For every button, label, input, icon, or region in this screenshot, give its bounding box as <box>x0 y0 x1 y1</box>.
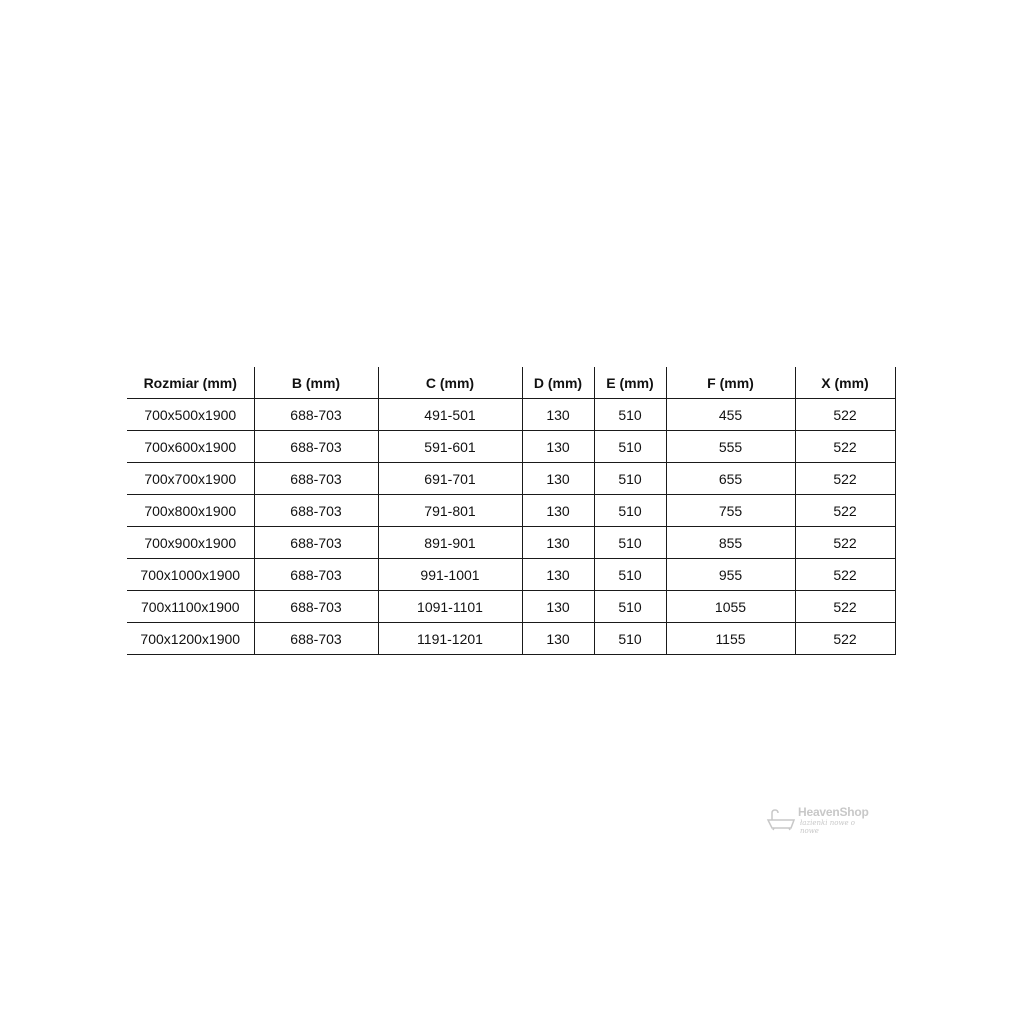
cell-f: 1055 <box>666 591 795 623</box>
header-b: B (mm) <box>254 367 378 399</box>
cell-f: 455 <box>666 399 795 431</box>
cell-c: 1091-1101 <box>378 591 522 623</box>
dimensions-table <box>127 367 896 655</box>
table-row <box>127 463 895 495</box>
cell-c: 791-801 <box>378 495 522 527</box>
header-f: F (mm) <box>666 367 795 399</box>
header-row <box>127 367 895 399</box>
watermark-brand: HeavenShop <box>798 805 869 819</box>
cell-f: 655 <box>666 463 795 495</box>
cell-f: 955 <box>666 559 795 591</box>
table-row <box>127 527 895 559</box>
cell-f: 855 <box>666 527 795 559</box>
watermark-tagline: łazienki nowe o nowe <box>800 819 856 835</box>
cell-x: 522 <box>795 623 895 655</box>
cell-d: 130 <box>522 399 594 431</box>
cell-c: 591-601 <box>378 431 522 463</box>
cell-b: 688-703 <box>254 591 378 623</box>
cell-e: 510 <box>594 463 666 495</box>
cell-b: 688-703 <box>254 623 378 655</box>
table-row <box>127 399 895 431</box>
cell-size: 700x1000x1900 <box>127 559 254 591</box>
cell-d: 130 <box>522 623 594 655</box>
cell-x: 522 <box>795 591 895 623</box>
cell-x: 522 <box>795 559 895 591</box>
cell-c: 691-701 <box>378 463 522 495</box>
cell-b: 688-703 <box>254 559 378 591</box>
table-row <box>127 559 895 591</box>
header-e: E (mm) <box>594 367 666 399</box>
header-c: C (mm) <box>378 367 522 399</box>
cell-e: 510 <box>594 431 666 463</box>
cell-f: 755 <box>666 495 795 527</box>
table-row <box>127 495 895 527</box>
header-size: Rozmiar (mm) <box>127 367 254 399</box>
cell-c: 1191-1201 <box>378 623 522 655</box>
cell-d: 130 <box>522 463 594 495</box>
cell-size: 700x500x1900 <box>127 399 254 431</box>
cell-size: 700x900x1900 <box>127 527 254 559</box>
cell-size: 700x800x1900 <box>127 495 254 527</box>
cell-e: 510 <box>594 623 666 655</box>
cell-b: 688-703 <box>254 495 378 527</box>
cell-f: 555 <box>666 431 795 463</box>
cell-e: 510 <box>594 559 666 591</box>
cell-e: 510 <box>594 399 666 431</box>
cell-c: 991-1001 <box>378 559 522 591</box>
cell-e: 510 <box>594 495 666 527</box>
header-x: X (mm) <box>795 367 895 399</box>
table-row <box>127 431 895 463</box>
cell-d: 130 <box>522 495 594 527</box>
cell-d: 130 <box>522 559 594 591</box>
cell-x: 522 <box>795 431 895 463</box>
table-body <box>127 399 895 655</box>
table-header <box>127 367 895 399</box>
cell-x: 522 <box>795 527 895 559</box>
cell-x: 522 <box>795 399 895 431</box>
cell-size: 700x1200x1900 <box>127 623 254 655</box>
cell-e: 510 <box>594 591 666 623</box>
table-row <box>127 623 895 655</box>
header-d: D (mm) <box>522 367 594 399</box>
cell-c: 491-501 <box>378 399 522 431</box>
cell-d: 130 <box>522 591 594 623</box>
watermark-logo <box>766 805 876 833</box>
cell-c: 891-901 <box>378 527 522 559</box>
cell-d: 130 <box>522 527 594 559</box>
cell-size: 700x600x1900 <box>127 431 254 463</box>
table-row <box>127 591 895 623</box>
cell-f: 1155 <box>666 623 795 655</box>
cell-size: 700x700x1900 <box>127 463 254 495</box>
cell-e: 510 <box>594 527 666 559</box>
cell-d: 130 <box>522 431 594 463</box>
cell-x: 522 <box>795 463 895 495</box>
cell-x: 522 <box>795 495 895 527</box>
cell-b: 688-703 <box>254 527 378 559</box>
cell-b: 688-703 <box>254 463 378 495</box>
cell-b: 688-703 <box>254 399 378 431</box>
cell-b: 688-703 <box>254 431 378 463</box>
bathtub-icon <box>766 807 796 831</box>
cell-size: 700x1100x1900 <box>127 591 254 623</box>
